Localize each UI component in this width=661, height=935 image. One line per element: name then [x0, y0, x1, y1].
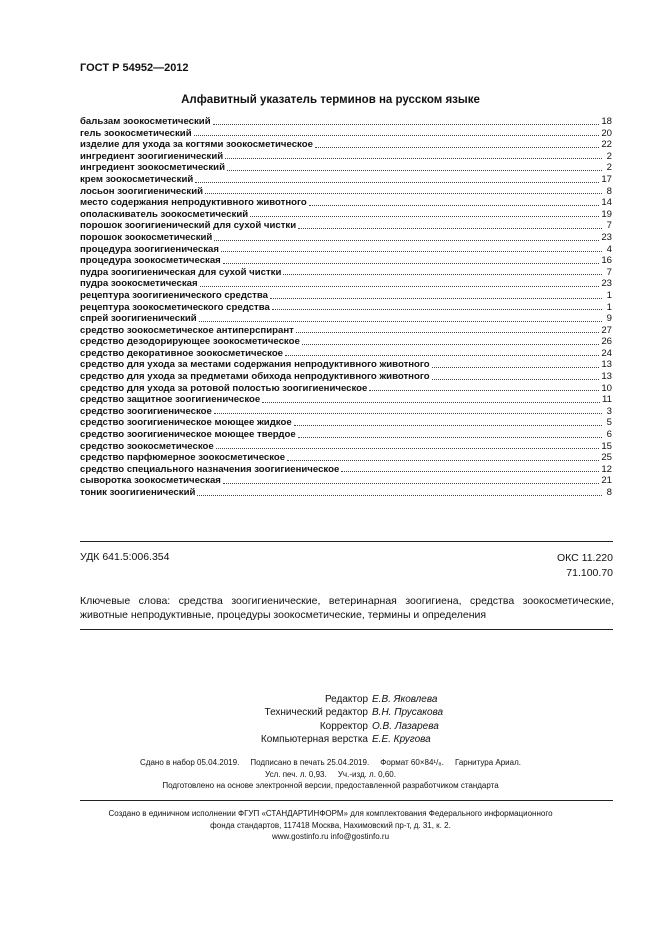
dot-leader [309, 197, 600, 206]
index-page-number: 2 [606, 162, 612, 174]
dot-leader [296, 325, 600, 334]
index-page-number: 11 [602, 394, 612, 406]
dot-leader [195, 174, 599, 183]
index-page-number: 5 [606, 417, 612, 429]
index-page-number: 4 [606, 243, 612, 255]
imprint-line-2: фонда стандартов, 117418 Москва, Нахимовский пр-т, д. 31, к. 2. [210, 820, 451, 830]
index-page-number: 7 [606, 266, 612, 278]
index-term: крем зоокосметический [80, 173, 194, 185]
credit-role: Технический редактор [264, 707, 368, 719]
index-page-number: 3 [606, 405, 612, 417]
index-entry [80, 197, 612, 209]
index-entry [80, 452, 612, 464]
index-page-number: 17 [601, 173, 612, 185]
index-page-number: 20 [601, 127, 612, 139]
credit-role: Редактор [324, 694, 368, 705]
dot-leader [369, 383, 599, 392]
index-page-number: 12 [601, 463, 612, 475]
index-entry [80, 359, 612, 371]
print-info-line-1: Сдано в набор 05.04.2019. Подписано в печать 25.04.2019. Формат 60×84¹/₈. Гарнитура Ариал. [140, 758, 521, 767]
credit-role: Корректор [319, 720, 368, 732]
index-entry [80, 302, 612, 314]
index-term: ингредиент зоокосметический [80, 162, 225, 174]
dot-leader [298, 220, 602, 229]
index-term: изделие для ухода за когтями зоокосметическое [80, 139, 313, 151]
index-term: процедура зоокосметическая [80, 255, 221, 267]
credit-line [190, 733, 490, 746]
index-term: место содержания непродуктивного животного [80, 197, 307, 209]
index-entry [80, 139, 612, 151]
index-entry [80, 128, 612, 140]
dot-leader [270, 290, 602, 299]
index-term: средство защитное зоогигиеническое [80, 394, 261, 406]
credit-line [190, 720, 490, 733]
index-term: средство зоокосметическое [80, 440, 214, 452]
index-entry [80, 278, 612, 290]
index-page-number: 21 [601, 475, 612, 487]
index-entry [80, 348, 612, 360]
dot-leader [214, 406, 602, 415]
dot-leader [194, 128, 600, 137]
dot-leader [341, 464, 599, 473]
index-term: порошок зоогигиенический для сухой чистки [80, 220, 297, 232]
print-info-line-3: Подготовлено на основе электронной версии, предоставленной разработчиком стандарта [162, 781, 499, 790]
credit-name: В.Н. Прусакова [372, 707, 444, 719]
dot-leader [200, 278, 600, 287]
credit-name: Е.В. Яковлева [372, 694, 438, 705]
index-term: сыворотка зоокосметическая [80, 475, 221, 487]
credits-block [190, 693, 490, 746]
dot-leader [197, 487, 602, 496]
index-entry [80, 487, 612, 499]
dot-leader [287, 452, 599, 461]
dot-leader [432, 359, 600, 368]
credit-line [190, 706, 490, 719]
index-term: средство зоогигиеническое [80, 405, 212, 417]
divider-imprint [80, 800, 613, 801]
dot-leader [432, 371, 600, 380]
index-page-number: 7 [606, 220, 612, 232]
index-entry [80, 406, 612, 418]
index-entry [80, 464, 612, 476]
index-term: ингредиент зоогигиенический [80, 150, 224, 162]
index-entry [80, 209, 612, 221]
index-entry [80, 325, 612, 337]
dot-leader [213, 116, 600, 125]
index-term: ополаскиватель зоокосметический [80, 208, 249, 220]
index-term: средство для ухода за предметами обихода непродуктивного животного [80, 371, 430, 383]
index-entry [80, 417, 612, 429]
index-term: средство парфюмерное зоокосметическое [80, 452, 286, 464]
imprint-line-3: www.gostinfo.ru info@gostinfo.ru [271, 832, 390, 841]
index-page-number: 15 [601, 440, 612, 452]
divider-bottom [80, 629, 613, 630]
index-entry [80, 475, 612, 487]
index-term: средство декоративное зоокосметическое [80, 347, 284, 359]
index-page-number: 27 [601, 324, 612, 336]
divider-top [80, 541, 613, 542]
index-entry [80, 162, 612, 174]
index-term: пудра зоогигиеническая для сухой чистки [80, 266, 282, 278]
dot-leader [227, 162, 602, 171]
imprint-line-1: Создано в единичном исполнении ФГУП «СТАНДАРТИНФОРМ» для комплектования Федерального информационного [108, 809, 553, 818]
dot-leader [223, 255, 600, 264]
index-entry [80, 441, 612, 453]
index-page-number: 1 [606, 301, 612, 313]
imprint [0, 808, 661, 843]
dot-leader [205, 186, 602, 195]
index-page-number: 16 [601, 255, 612, 267]
oks-codes [557, 551, 613, 581]
dot-leader [285, 348, 599, 357]
index-page-number: 19 [601, 208, 612, 220]
keywords-paragraph: Ключевые слова: средства зоогигиенические, ветеринарная зоогигиена, средства зоокосметические, животные непродуктивные, процедуры зоокосметические, термины и определения [80, 595, 614, 621]
oks-code-line-2: 71.100.70 [566, 567, 613, 579]
index-entry [80, 220, 612, 232]
index-term: средство для ухода за ротовой полостью зоогигиеническое [80, 382, 368, 394]
index-term: рецептура зоогигиенического средства [80, 289, 268, 301]
index-entry [80, 429, 612, 441]
index-entry [80, 313, 612, 325]
index-entry [80, 244, 612, 256]
index-entry [80, 394, 612, 406]
index-page-number: 1 [606, 289, 612, 301]
dot-leader [283, 267, 602, 276]
credit-line [190, 693, 490, 706]
index-page-number: 13 [601, 371, 612, 383]
dot-leader [294, 417, 602, 426]
document-code: ГОСТ Р 54952—2012 [80, 62, 189, 74]
print-info [0, 757, 661, 792]
index-term: пудра зоокосметическая [80, 278, 198, 290]
index-term: средство специального назначения зоогигиеническое [80, 463, 340, 475]
credit-name: Е.Е. Кругова [372, 733, 431, 745]
index-entry [80, 151, 612, 163]
dot-leader [225, 151, 602, 160]
index-entry [80, 267, 612, 279]
dot-leader [272, 302, 602, 311]
index-page-number: 10 [601, 382, 612, 394]
credit-name: О.В. Лазарева [372, 720, 439, 732]
index-page-number: 23 [601, 278, 612, 290]
index-term: средство дезодорирующее зоокосметическое [80, 336, 300, 348]
index-term: средство для ухода за местами содержания непродуктивного животного [80, 359, 430, 371]
index-page-number: 6 [606, 429, 612, 441]
oks-code-line-1: ОКС 11.220 [556, 552, 613, 564]
index-term: тоник зоогигиенический [80, 487, 196, 498]
dot-leader [262, 394, 600, 403]
index-term: гель зоокосметический [80, 127, 192, 139]
index-page-number: 18 [601, 116, 612, 127]
dot-leader [216, 441, 600, 450]
index-entry [80, 336, 612, 348]
index-page-number: 13 [601, 359, 612, 371]
dot-leader [199, 313, 602, 322]
index-page-number: 8 [606, 487, 612, 498]
index-term: средство зоогигиеническое моющее твердое [80, 429, 296, 441]
index-title: Алфавитный указатель терминов на русском языке [181, 94, 480, 106]
index-term: средство зоогигиеническое моющее жидкое [80, 417, 292, 429]
index-page-number: 25 [601, 452, 612, 464]
index-entry [80, 255, 612, 267]
index-entry [80, 290, 612, 302]
dot-leader [223, 475, 599, 484]
dot-leader [250, 209, 599, 218]
index-page-number: 26 [601, 336, 612, 348]
print-info-line-2: Усл. печ. л. 0,93. Уч.-изд. л. 0,60. [265, 769, 396, 779]
dot-leader [298, 429, 602, 438]
index-term: бальзам зоокосметический [80, 116, 211, 127]
index-page-number: 22 [601, 139, 612, 151]
credit-role: Компьютерная верстка [260, 733, 368, 745]
index-entry [80, 371, 612, 383]
index-page-number: 14 [601, 197, 612, 209]
dot-leader [221, 244, 602, 253]
index-term: процедура зоогигиеническая [80, 243, 219, 255]
index-entry [80, 383, 612, 395]
index-page-number: 24 [601, 347, 612, 359]
dot-leader [302, 336, 600, 345]
index-term: спрей зоогигиенический [80, 313, 197, 325]
index-page-number: 2 [606, 150, 612, 162]
dot-leader [214, 232, 599, 241]
index-page-number: 9 [606, 313, 612, 325]
index-page-number: 23 [601, 231, 612, 243]
index-term: лосьон зоогигиенический [80, 185, 204, 197]
index-entry [80, 116, 612, 128]
index-page-number: 8 [606, 185, 612, 197]
index-term: рецептура зоокосметического средства [80, 301, 270, 313]
term-index-list [80, 116, 612, 499]
index-entry [80, 186, 612, 198]
index-entry [80, 232, 612, 244]
dot-leader [315, 139, 599, 148]
index-entry [80, 174, 612, 186]
index-term: порошок зоокосметический [80, 231, 213, 243]
index-term: средство зоокосметическое антиперспирант [80, 324, 294, 336]
udc-code: УДК 641.5:006.354 [80, 551, 170, 563]
